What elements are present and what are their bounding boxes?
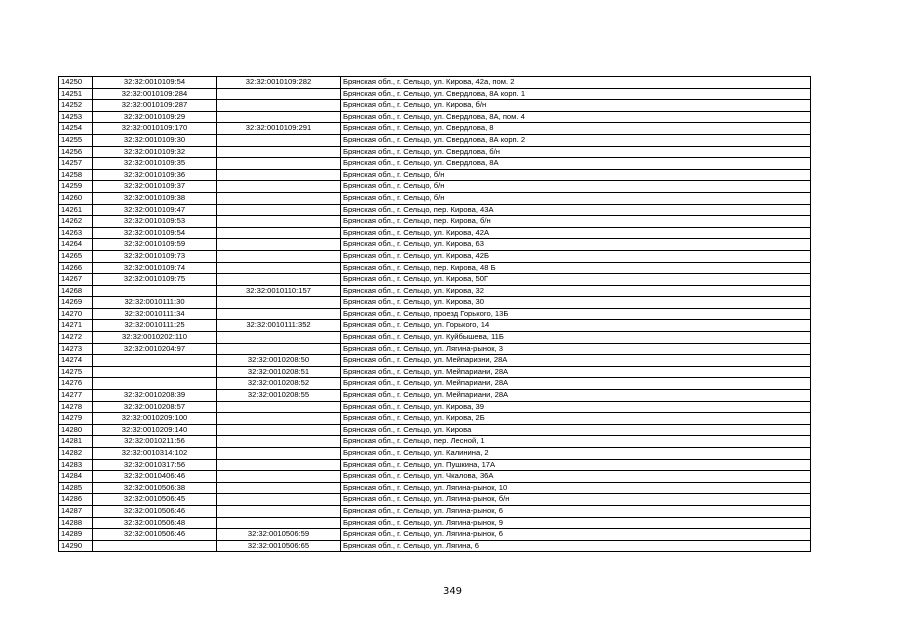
- address-cell: Брянская обл., г. Сельцо, ул. Кирова, 50Г: [341, 274, 811, 286]
- cadastral-number-cell: 32:32:0010506:38: [93, 482, 217, 494]
- table-row: [59, 88, 811, 100]
- page-number: 349: [442, 586, 463, 597]
- related-cadastral-number-cell: [217, 146, 341, 158]
- row-number-cell: 14274: [59, 355, 93, 367]
- address-cell: Брянская обл., г. Сельцо, ул. Пушкина, 17А: [341, 459, 811, 471]
- cadastral-number-cell: 32:32:0010109:170: [93, 123, 217, 135]
- row-number-cell: 14250: [59, 77, 93, 89]
- table-row: [59, 262, 811, 274]
- table-row: [59, 111, 811, 123]
- cadastral-number-cell: 32:32:0010208:39: [93, 390, 217, 402]
- cadastral-number-cell: [93, 378, 217, 390]
- related-cadastral-number-cell: [217, 343, 341, 355]
- related-cadastral-number-cell: 32:32:0010208:51: [217, 366, 341, 378]
- address-cell: Брянская обл., г. Сельцо, ул. Лягина-рынок, 6: [341, 529, 811, 541]
- related-cadastral-number-cell: [217, 505, 341, 517]
- cadastral-number-cell: 32:32:0010208:57: [93, 401, 217, 413]
- row-number-cell: 14287: [59, 505, 93, 517]
- address-cell: Брянская обл., г. Сельцо, ул. Лягина-рынок, 9: [341, 517, 811, 529]
- address-cell: Брянская обл., г. Сельцо, ул. Калинина, 2: [341, 448, 811, 460]
- cadastral-number-cell: [93, 285, 217, 297]
- table-row: [59, 540, 811, 552]
- address-cell: Брянская обл., г. Сельцо, ул. Свердлова, 8А, пом. 4: [341, 111, 811, 123]
- row-number-cell: 14264: [59, 239, 93, 251]
- cadastral-number-cell: 32:32:0010109:38: [93, 192, 217, 204]
- row-number-cell: 14284: [59, 471, 93, 483]
- address-cell: Брянская обл., г. Сельцо, ул. Кирова, б/н: [341, 100, 811, 112]
- related-cadastral-number-cell: [217, 227, 341, 239]
- related-cadastral-number-cell: [217, 274, 341, 286]
- cadastral-number-cell: 32:32:0010209:100: [93, 413, 217, 425]
- related-cadastral-number-cell: [217, 262, 341, 274]
- related-cadastral-number-cell: [217, 517, 341, 529]
- address-cell: Брянская обл., г. Сельцо, пер. Кирова, 43А: [341, 204, 811, 216]
- cadastral-number-cell: 32:32:0010109:36: [93, 169, 217, 181]
- cadastral-number-cell: [93, 366, 217, 378]
- address-cell: Брянская обл., г. Сельцо, ул. Чкалова, 36А: [341, 471, 811, 483]
- cadastral-number-cell: 32:32:0010111:25: [93, 320, 217, 332]
- cadastral-number-cell: 32:32:0010109:287: [93, 100, 217, 112]
- table-row: [59, 355, 811, 367]
- related-cadastral-number-cell: 32:32:0010208:50: [217, 355, 341, 367]
- table-row: [59, 517, 811, 529]
- row-number-cell: 14252: [59, 100, 93, 112]
- row-number-cell: 14275: [59, 366, 93, 378]
- row-number-cell: 14271: [59, 320, 93, 332]
- related-cadastral-number-cell: 32:32:0010506:65: [217, 540, 341, 552]
- table-row: [59, 146, 811, 158]
- cadastral-number-cell: 32:32:0010506:48: [93, 517, 217, 529]
- table-row: [59, 297, 811, 309]
- related-cadastral-number-cell: 32:32:0010111:352: [217, 320, 341, 332]
- related-cadastral-number-cell: 32:32:0010208:55: [217, 390, 341, 402]
- row-number-cell: 14290: [59, 540, 93, 552]
- address-cell: Брянская обл., г. Сельцо, ул. Лягина-рынок, 6: [341, 505, 811, 517]
- related-cadastral-number-cell: [217, 494, 341, 506]
- table-row: [59, 401, 811, 413]
- row-number-cell: 14262: [59, 216, 93, 228]
- table-row: [59, 77, 811, 89]
- cadastral-number-cell: 32:32:0010317:56: [93, 459, 217, 471]
- table-row: [59, 308, 811, 320]
- table-row: [59, 181, 811, 193]
- table-row: [59, 134, 811, 146]
- row-number-cell: 14261: [59, 204, 93, 216]
- table-row: [59, 216, 811, 228]
- related-cadastral-number-cell: 32:32:0010110:157: [217, 285, 341, 297]
- table-row: [59, 192, 811, 204]
- table-row: [59, 436, 811, 448]
- table-row: [59, 320, 811, 332]
- table-row: [59, 123, 811, 135]
- row-number-cell: 14254: [59, 123, 93, 135]
- address-cell: Брянская обл., г. Сельцо, ул. Кирова: [341, 424, 811, 436]
- table-row: [59, 529, 811, 541]
- related-cadastral-number-cell: 32:32:0010208:52: [217, 378, 341, 390]
- cadastral-number-cell: 32:32:0010111:34: [93, 308, 217, 320]
- table-row: [59, 505, 811, 517]
- row-number-cell: 14259: [59, 181, 93, 193]
- address-cell: Брянская обл., г. Сельцо, ул. Лягина-рынок, б/н: [341, 494, 811, 506]
- related-cadastral-number-cell: [217, 424, 341, 436]
- address-cell: Брянская обл., г. Сельцо, пер. Лесной, 1: [341, 436, 811, 448]
- address-cell: Брянская обл., г. Сельцо, ул. Кирова, 42Б: [341, 250, 811, 262]
- address-cell: Брянская обл., г. Сельцо, ул. Свердлова, 8: [341, 123, 811, 135]
- cadastral-number-cell: 32:32:0010211:56: [93, 436, 217, 448]
- related-cadastral-number-cell: [217, 169, 341, 181]
- related-cadastral-number-cell: [217, 308, 341, 320]
- table-row: [59, 366, 811, 378]
- row-number-cell: 14265: [59, 250, 93, 262]
- address-cell: Брянская обл., г. Сельцо, ул. Кирова, 39: [341, 401, 811, 413]
- cadastral-number-cell: 32:32:0010109:29: [93, 111, 217, 123]
- address-cell: Брянская обл., г. Сельцо, ул. Кирова, 42а, пом. 2: [341, 77, 811, 89]
- table-row: [59, 494, 811, 506]
- related-cadastral-number-cell: [217, 239, 341, 251]
- address-cell: Брянская обл., г. Сельцо, ул. Горького, 14: [341, 320, 811, 332]
- related-cadastral-number-cell: [217, 111, 341, 123]
- table-row: [59, 169, 811, 181]
- table-row: [59, 158, 811, 170]
- related-cadastral-number-cell: [217, 332, 341, 344]
- address-cell: Брянская обл., г. Сельцо, ул. Кирова, 32: [341, 285, 811, 297]
- row-number-cell: 14266: [59, 262, 93, 274]
- table-row: [59, 413, 811, 425]
- row-number-cell: 14282: [59, 448, 93, 460]
- address-cell: Брянская обл., г. Сельцо, ул. Свердлова, 8А корп. 2: [341, 134, 811, 146]
- related-cadastral-number-cell: [217, 100, 341, 112]
- address-cell: Брянская обл., г. Сельцо, ул. Мейпариани, 28А: [341, 366, 811, 378]
- address-cell: Брянская обл., г. Сельцо, ул. Свердлова, 8А корп. 1: [341, 88, 811, 100]
- row-number-cell: 14270: [59, 308, 93, 320]
- row-number-cell: 14280: [59, 424, 93, 436]
- table-row: [59, 448, 811, 460]
- address-cell: Брянская обл., г. Сельцо, ул. Лягина-рынок, 3: [341, 343, 811, 355]
- table-row: [59, 285, 811, 297]
- related-cadastral-number-cell: [217, 401, 341, 413]
- address-cell: Брянская обл., г. Сельцо, ул. Мейпариани, 28А: [341, 390, 811, 402]
- row-number-cell: 14263: [59, 227, 93, 239]
- cadastral-number-cell: 32:32:0010109:47: [93, 204, 217, 216]
- cadastral-number-cell: 32:32:0010109:59: [93, 239, 217, 251]
- related-cadastral-number-cell: [217, 134, 341, 146]
- row-number-cell: 14251: [59, 88, 93, 100]
- related-cadastral-number-cell: 32:32:0010109:282: [217, 77, 341, 89]
- address-cell: Брянская обл., г. Сельцо, ул. Кирова, 30: [341, 297, 811, 309]
- cadastral-number-cell: 32:32:0010109:35: [93, 158, 217, 170]
- table-row: [59, 274, 811, 286]
- related-cadastral-number-cell: [217, 250, 341, 262]
- related-cadastral-number-cell: [217, 471, 341, 483]
- cadastral-number-cell: 32:32:0010506:45: [93, 494, 217, 506]
- cadastral-number-cell: [93, 355, 217, 367]
- cadastral-number-cell: 32:32:0010506:46: [93, 505, 217, 517]
- table-row: [59, 390, 811, 402]
- address-cell: Брянская обл., г. Сельцо, ул. Куйбышева, 11Б: [341, 332, 811, 344]
- cadastral-number-cell: 32:32:0010109:30: [93, 134, 217, 146]
- cadastral-number-cell: 32:32:0010202:110: [93, 332, 217, 344]
- table-row: [59, 378, 811, 390]
- address-cell: Брянская обл., г. Сельцо, ул. Лягина-рынок, 10: [341, 482, 811, 494]
- address-cell: Брянская обл., г. Сельцо, ул. Кирова, 63: [341, 239, 811, 251]
- related-cadastral-number-cell: [217, 413, 341, 425]
- cadastral-number-cell: 32:32:0010506:46: [93, 529, 217, 541]
- row-number-cell: 14273: [59, 343, 93, 355]
- cadastral-number-cell: 32:32:0010204:97: [93, 343, 217, 355]
- table-row: [59, 239, 811, 251]
- table-row: [59, 250, 811, 262]
- related-cadastral-number-cell: [217, 459, 341, 471]
- table-body: [59, 77, 811, 552]
- cadastral-number-cell: 32:32:0010209:140: [93, 424, 217, 436]
- address-cell: Брянская обл., г. Сельцо, проезд Горького, 13Б: [341, 308, 811, 320]
- cadastral-number-cell: 32:32:0010314:102: [93, 448, 217, 460]
- row-number-cell: 14260: [59, 192, 93, 204]
- row-number-cell: 14278: [59, 401, 93, 413]
- table-row: [59, 482, 811, 494]
- table-row: [59, 204, 811, 216]
- cadastral-number-cell: 32:32:0010406:46: [93, 471, 217, 483]
- address-cell: Брянская обл., г. Сельцо, б/н: [341, 169, 811, 181]
- cadastral-number-cell: 32:32:0010109:284: [93, 88, 217, 100]
- address-cell: Брянская обл., г. Сельцо, ул. Мейпариани, 28А: [341, 378, 811, 390]
- row-number-cell: 14253: [59, 111, 93, 123]
- cadastral-number-cell: 32:32:0010109:32: [93, 146, 217, 158]
- address-cell: Брянская обл., г. Сельцо, пер. Кирова, 48 Б: [341, 262, 811, 274]
- table-row: [59, 332, 811, 344]
- row-number-cell: 14276: [59, 378, 93, 390]
- row-number-cell: 14255: [59, 134, 93, 146]
- row-number-cell: 14258: [59, 169, 93, 181]
- address-cell: Брянская обл., г. Сельцо, пер. Кирова, б/н: [341, 216, 811, 228]
- cadastral-number-cell: [93, 540, 217, 552]
- related-cadastral-number-cell: [217, 181, 341, 193]
- cadastral-number-cell: 32:32:0010109:54: [93, 227, 217, 239]
- related-cadastral-number-cell: [217, 448, 341, 460]
- address-cell: Брянская обл., г. Сельцо, ул. Кирова, 2Б: [341, 413, 811, 425]
- related-cadastral-number-cell: 32:32:0010109:291: [217, 123, 341, 135]
- related-cadastral-number-cell: 32:32:0010506:59: [217, 529, 341, 541]
- address-cell: Брянская обл., г. Сельцо, ул. Лягина, 6: [341, 540, 811, 552]
- cadastral-number-cell: 32:32:0010109:74: [93, 262, 217, 274]
- cadastral-number-cell: 32:32:0010111:30: [93, 297, 217, 309]
- address-cell: Брянская обл., г. Сельцо, ул. Свердлова, б/н: [341, 146, 811, 158]
- related-cadastral-number-cell: [217, 297, 341, 309]
- address-cell: Брянская обл., г. Сельцо, ул. Кирова, 42А: [341, 227, 811, 239]
- address-cell: Брянская обл., г. Сельцо, б/н: [341, 181, 811, 193]
- related-cadastral-number-cell: [217, 216, 341, 228]
- cadastral-number-cell: 32:32:0010109:53: [93, 216, 217, 228]
- table-row: [59, 459, 811, 471]
- cadastral-number-cell: 32:32:0010109:54: [93, 77, 217, 89]
- property-registry-table: [58, 76, 811, 552]
- table-row: [59, 424, 811, 436]
- row-number-cell: 14289: [59, 529, 93, 541]
- row-number-cell: 14281: [59, 436, 93, 448]
- row-number-cell: 14285: [59, 482, 93, 494]
- row-number-cell: 14288: [59, 517, 93, 529]
- row-number-cell: 14269: [59, 297, 93, 309]
- cadastral-number-cell: 32:32:0010109:73: [93, 250, 217, 262]
- cadastral-number-cell: 32:32:0010109:75: [93, 274, 217, 286]
- related-cadastral-number-cell: [217, 436, 341, 448]
- address-cell: Брянская обл., г. Сельцо, ул. Мейпаризни, 28А: [341, 355, 811, 367]
- row-number-cell: 14267: [59, 274, 93, 286]
- row-number-cell: 14279: [59, 413, 93, 425]
- table-row: [59, 471, 811, 483]
- row-number-cell: 14277: [59, 390, 93, 402]
- row-number-cell: 14286: [59, 494, 93, 506]
- related-cadastral-number-cell: [217, 192, 341, 204]
- cadastral-number-cell: 32:32:0010109:37: [93, 181, 217, 193]
- related-cadastral-number-cell: [217, 204, 341, 216]
- row-number-cell: 14272: [59, 332, 93, 344]
- table-row: [59, 343, 811, 355]
- row-number-cell: 14256: [59, 146, 93, 158]
- related-cadastral-number-cell: [217, 88, 341, 100]
- address-cell: Брянская обл., г. Сельцо, ул. Свердлова, 8А: [341, 158, 811, 170]
- related-cadastral-number-cell: [217, 158, 341, 170]
- table-row: [59, 227, 811, 239]
- row-number-cell: 14283: [59, 459, 93, 471]
- address-cell: Брянская обл., г. Сельцо, б/н: [341, 192, 811, 204]
- related-cadastral-number-cell: [217, 482, 341, 494]
- row-number-cell: 14268: [59, 285, 93, 297]
- row-number-cell: 14257: [59, 158, 93, 170]
- table-row: [59, 100, 811, 112]
